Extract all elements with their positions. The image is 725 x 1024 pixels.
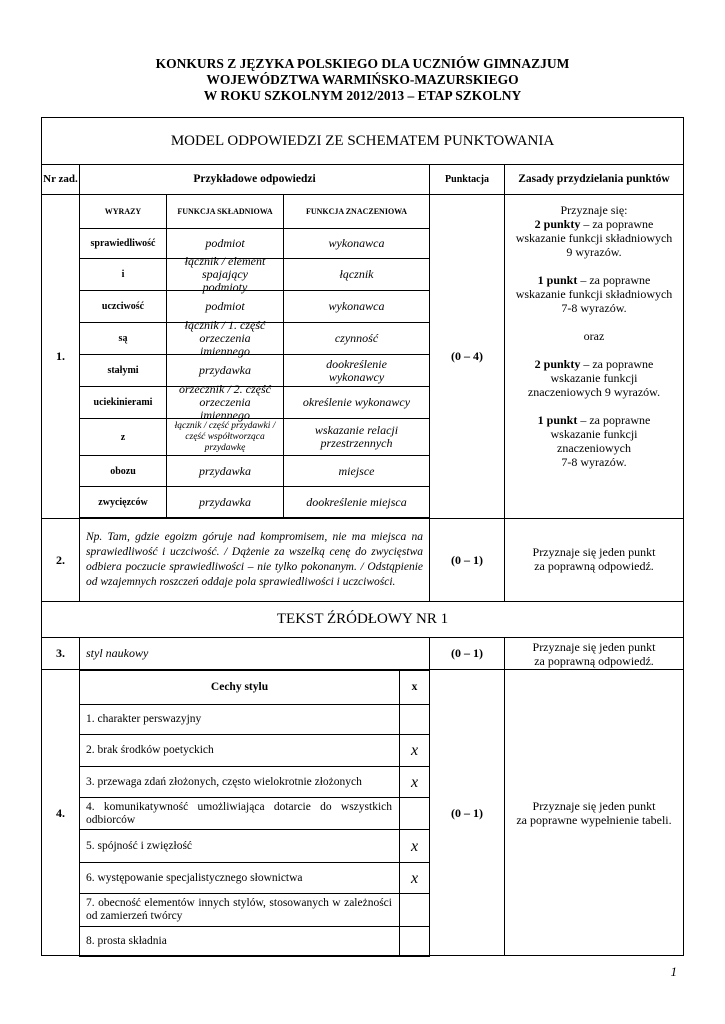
word-cell: i [121,269,125,280]
syntactic-function-cell: łącznik / część przydawki / część współtworząca przydawkę [174,420,276,453]
task-4-points: (0 – 1) [451,805,483,820]
syntactic-function-cell: orzecznik / 2. część orzeczenia imiennego [179,382,271,422]
rules-intro: Przyznaje się: [560,203,628,217]
word-cell: stałymi [107,365,139,376]
task-2-number: 2. [56,552,65,567]
source-text-title: TEKST ŹRÓDŁOWY NR 1 [276,610,449,627]
semantic-function-cell: miejsce [338,463,375,478]
rules-text: Przyznaje się jeden punkt [532,640,656,654]
task-3-rules [505,640,683,668]
syntactic-function-cell: podmiot [205,236,245,250]
style-feature-cell: 4. komunikatywność umożliwiająca dotarcie do wszystkich odbiorców [86,800,392,826]
rules-2-points: 2 punkty [534,357,581,371]
style-mark-cell: x [410,742,419,759]
syntactic-function-cell: łącznik / 1. część orzeczenia imiennego [184,318,266,358]
rules-1-point: 1 punkt [537,273,578,287]
rules-text: Przyznaje się jeden punkt [532,545,656,559]
word-cell: sprawiedliwość [90,238,156,249]
rules-text: za poprawną odpowiedź. [534,559,654,573]
rules-text: wskazanie funkcji [550,427,638,441]
word-cell: są [118,333,128,344]
rules-text: 7-8 wyrazów. [561,455,627,469]
style-table-header-feature: Cechy stylu [210,681,269,693]
syntactic-function-cell: przydawka [199,494,251,509]
col-header-nr: Nr zad. [43,173,78,185]
task-3-number: 3. [56,646,65,660]
style-feature-cell: 2. brak środków poetyckich [86,744,214,756]
style-feature-cell: 5. spójność i zwięzłość [86,839,193,852]
page-number: 1 [670,964,677,979]
word-table-header-word: WYRAZY [104,207,142,216]
rules-1-point: 1 punkt [537,413,578,427]
rules-text: – za poprawne [580,357,654,371]
style-feature-cell: 3. przewaga zdań złożonych, często wielokrotnie złożonych [86,775,362,788]
semantic-function-cell: dookreślenie wykonawcy [326,356,387,384]
col-header-rules: Zasady przydzielania punktów [518,173,670,185]
semantic-function-cell: określenie wykonawcy [302,395,411,409]
word-cell: uczciwość [101,301,145,312]
style-mark-cell [400,927,429,956]
semantic-function-cell: wykonawca [328,236,385,250]
syntactic-function-cell: przydawka [199,463,251,478]
rules-text: Przyznaje się jeden punkt [532,799,656,813]
header-line-2: WOJEWÓDZTWA WARMIŃSKO-MAZURSKIEGO [206,72,519,87]
style-mark-cell [400,894,429,926]
word-cell: uciekinierami [93,397,153,408]
syntactic-function-cell: podmiot [205,299,245,313]
style-feature-cell: 1. charakter perswazyjny [86,713,202,725]
task-1-number: 1. [56,348,65,363]
header-line-1: KONKURS Z JĘZYKA POLSKIEGO DLA UCZNIÓW GIMNAZJUM [155,56,570,71]
rules-2-points: 2 punkty [534,217,581,231]
rules-text: wskazanie funkcji [550,371,638,385]
rules-text: znaczeniowych 9 wyrazów. [527,385,661,399]
rules-text: znaczeniowych [557,441,631,455]
rules-text: – za poprawne [577,273,651,287]
rules-text: – za poprawne [580,217,654,231]
rules-text: wskazanie funkcji składniowych [515,287,673,301]
semantic-function-cell: wykonawca [328,299,385,313]
col-header-answers: Przykładowe odpowiedzi [193,173,316,185]
style-mark-cell: x [410,773,419,791]
rules-oraz: oraz [583,329,605,343]
style-mark-cell: x [410,837,419,855]
task-2-answer: Np. Tam, gdzie egoizm góruje nad kompromisem, nie ma miejsca na sprawiedliwość i uczciwość. / Dążenie za wszelką cenę do zwycięstwa odbiera poczucie sprawiedliwości – nie tylko pokonanym. / Odstąpienie od wzajemnych roszczeń oddaje pola sprawiedliwości i uczciwości. [86,531,423,588]
rules-text: 9 wyrazów. [566,245,622,259]
col-header-points: Punktacja [445,174,489,185]
task-4-rules [505,799,683,827]
word-cell: obozu [110,465,136,477]
rules-text: 7-8 wyrazów. [561,301,627,315]
task-1-points: (0 – 4) [451,348,483,363]
rules-text: za poprawną odpowiedź. [534,654,654,668]
header-line-3: W ROKU SZKOLNYM 2012/2013 – ETAP SZKOLNY [203,88,522,103]
rules-text: – za poprawne [577,413,651,427]
style-table-header-x: x [411,681,418,693]
style-mark-cell: x [410,869,419,887]
rules-text: wskazanie funkcji składniowych [515,231,673,245]
task-4-number: 4. [56,805,65,820]
syntactic-function-cell: przydawka [199,363,251,377]
semantic-function-cell: wskazanie relacji przestrzennych [314,423,399,450]
task-2-rules [505,545,683,573]
word-table-header-syntactic: FUNKCJA SKŁADNIOWA [177,207,273,216]
rules-text: za poprawne wypełnienie tabeli. [516,813,672,827]
style-mark-cell [400,798,429,829]
semantic-function-cell: czynność [334,331,379,345]
task-2-points: (0 – 1) [451,552,483,567]
task-3-points: (0 – 1) [451,646,483,660]
style-feature-cell: 8. prosta składnia [86,935,167,947]
task-1-rules [506,203,682,469]
word-cell: z [120,431,126,443]
word-table-header-semantic: FUNKCJA ZNACZENIOWA [305,207,408,216]
semantic-function-cell: dookreślenie miejsca [306,494,407,509]
style-mark-cell [400,705,429,734]
section-title: MODEL ODPOWIEDZI ZE SCHEMATEM PUNKTOWANIA [170,132,555,149]
task-3-answer: styl naukowy [86,646,149,660]
syntactic-function-cell: łącznik / element spajający podmioty [184,254,266,294]
word-cell: zwycięzców [98,496,148,508]
semantic-function-cell: łącznik [339,267,374,281]
style-feature-cell: 7. obecność elementów innych stylów, stosowanych w zależności od zamierzeń twórcy [86,897,392,922]
style-feature-cell: 6. występowanie specjalistycznego słownictwa [86,871,303,884]
